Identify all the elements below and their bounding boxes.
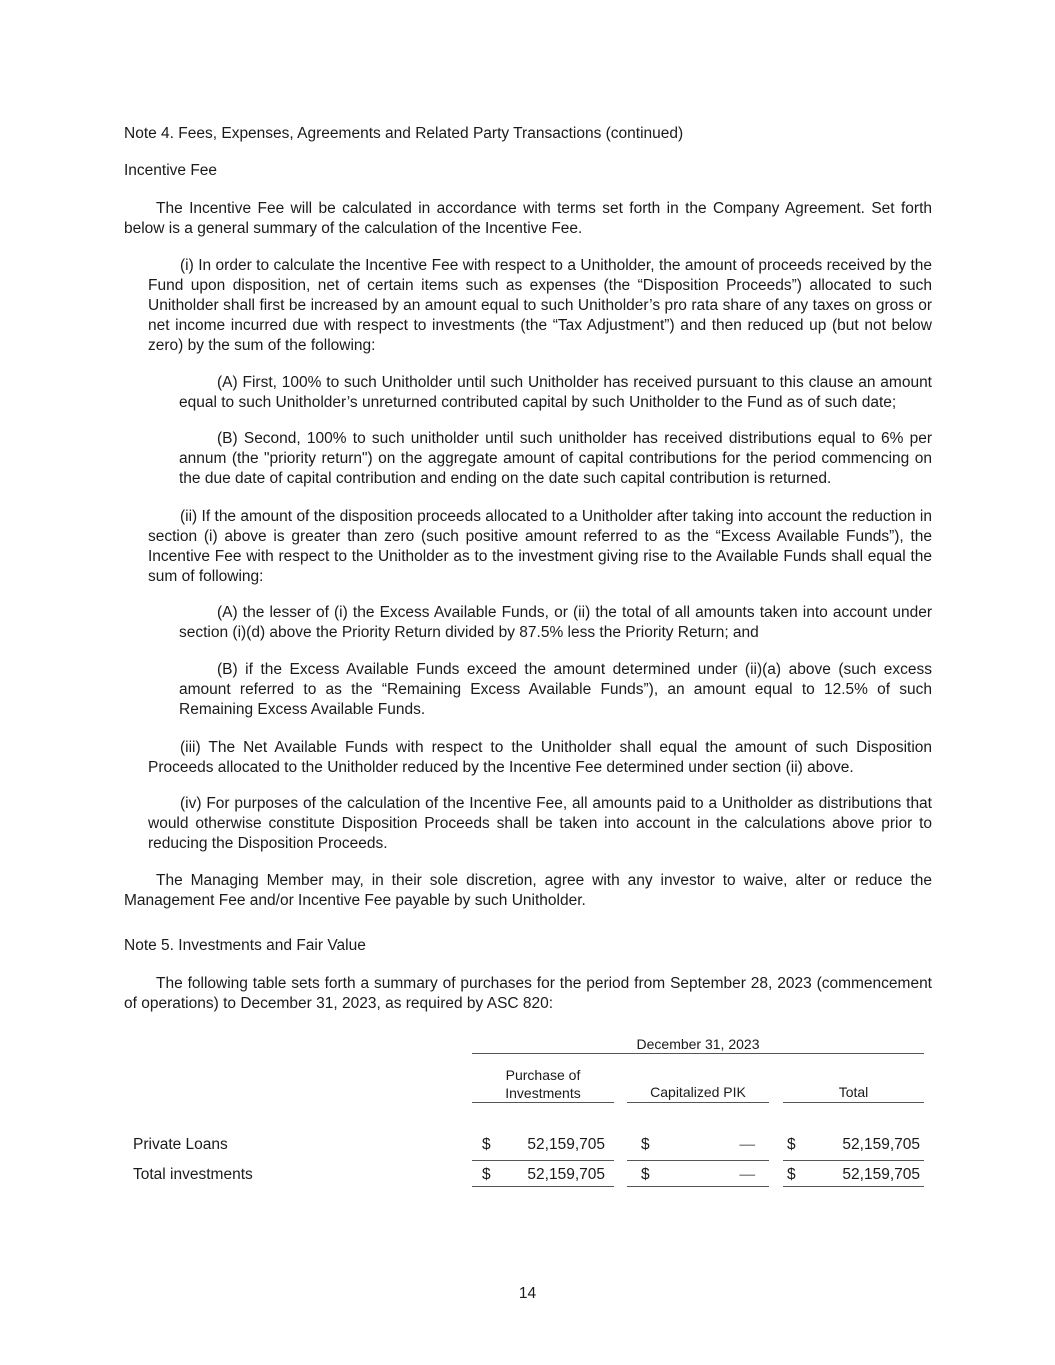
row2-capitalized-rule: [627, 1186, 769, 1187]
col-total-rule: [783, 1102, 924, 1103]
row2-capitalized-value: —: [739, 1166, 755, 1183]
col-total-header: Total: [838, 1084, 869, 1100]
row-label-total-investments: Total investments: [133, 1166, 253, 1183]
row2-total-value: 52,159,705: [842, 1166, 920, 1183]
row-label-private-loans: Private Loans: [133, 1136, 228, 1153]
row1-total-rule: [783, 1160, 924, 1161]
col-purchase-header-line1: Purchase of: [505, 1067, 581, 1083]
note5-heading: Note 5. Investments and Fair Value: [124, 937, 366, 954]
row2-purchase-value: 52,159,705: [527, 1166, 605, 1183]
row2-purchase-currency: $: [482, 1166, 491, 1183]
row1-capitalized-currency: $: [641, 1136, 650, 1153]
row2-total-currency: $: [787, 1166, 796, 1183]
page-number: 14: [518, 1285, 537, 1302]
row1-total-value: 52,159,705: [842, 1136, 920, 1153]
managing-member-paragraph: The Managing Member may, in their sole discretion, agree with any investor to waive, alter or reduce the Management Fee and/or Incentive Fee payable by such Unitholder.: [124, 872, 932, 909]
note4-heading: Note 4. Fees, Expenses, Agreements and Related Party Transactions (continued): [124, 125, 684, 142]
col-purchase-header-line2: Investments: [505, 1085, 581, 1101]
col-purchase-rule: [472, 1102, 614, 1103]
row1-purchase-currency: $: [482, 1136, 491, 1153]
clause-i-a: (A) First, 100% to such Unitholder until such Unitholder has received pursuant to this clause an amount equal to such Unitholder’s unreturned contributed capital by such Unitholder to the Fund as of such date;: [179, 374, 932, 411]
incentive-fee-subheading: Incentive Fee: [124, 162, 218, 179]
row1-capitalized-value: —: [739, 1136, 755, 1153]
clause-ii: (ii) If the amount of the disposition proceeds allocated to a Unitholder after taking into account the reduction in section (i) above is greater than zero (such positive amount referred to as the “Excess Available Funds”), the Incentive Fee with respect to the Unitholder as to the investment giving rise to the Available Funds shall equal the sum of following:: [148, 508, 932, 585]
clause-i-b: (B) Second, 100% to such unitholder until such unitholder has received distributions equal to 6% per annum (the "priority return") on the aggregate amount of capital contributions for the period commencing on the due date of capital contribution and ending on the date such capital contribution is returned.: [179, 430, 932, 487]
col-capitalized-rule: [627, 1102, 769, 1103]
row1-purchase-rule: [472, 1160, 614, 1161]
row1-purchase-value: 52,159,705: [527, 1136, 605, 1153]
header-rule: [472, 1053, 924, 1054]
row2-total-rule: [783, 1186, 924, 1187]
row2-capitalized-currency: $: [641, 1166, 650, 1183]
note5-intro: The following table sets forth a summary of purchases for the period from September 28, 2023 (commencement of operations) to December 31, 2023, as required by ASC 820:: [124, 975, 932, 1012]
row1-total-currency: $: [787, 1136, 796, 1153]
clause-i: (i) In order to calculate the Incentive Fee with respect to a Unitholder, the amount of proceeds received by the Fund upon disposition, net of certain items such as expenses (the “Disposition Proceeds”) allocated to such Unitholder shall first be increased by an amount equal to such Unitholder’s pro rata share of any taxes on gross or net income incurred due with respect to investments (the “Tax Adjustment”) and then reduced up (but not below zero) by the sum of the following:: [148, 257, 932, 354]
clause-ii-b: (B) if the Excess Available Funds exceed the amount determined under (ii)(a) above (such excess amount referred to as the “Remaining Excess Available Funds”), an amount equal to 12.5% of such Remaining Excess Available Funds.: [179, 661, 932, 718]
row2-purchase-rule: [472, 1186, 614, 1187]
incentive-fee-intro: The Incentive Fee will be calculated in accordance with terms set forth in the Company Agreement. Set forth below is a general summary of the calculation of the Incentive Fee.: [124, 200, 932, 237]
col-purchase-header: [472, 1066, 614, 1102]
row1-capitalized-rule: [627, 1160, 769, 1161]
table-period-header: December 31, 2023: [636, 1036, 760, 1052]
clause-iv: (iv) For purposes of the calculation of the Incentive Fee, all amounts paid to a Unitholder as distributions that would otherwise constitute Disposition Proceeds shall be taken into account in the calculations above prior to reducing the Disposition Proceeds.: [148, 795, 932, 852]
clause-ii-a: (A) the lesser of (i) the Excess Available Funds, or (ii) the total of all amounts taken into account under section (i)(d) above the Priority Return divided by 87.5% less the Priority Return; and: [179, 604, 932, 641]
col-capitalized-header: Capitalized PIK: [650, 1084, 746, 1100]
clause-iii: (iii) The Net Available Funds with respect to the Unitholder shall equal the amount of such Disposition Proceeds allocated to the Unitholder reduced by the Incentive Fee determined under section (ii) above.: [148, 739, 932, 776]
